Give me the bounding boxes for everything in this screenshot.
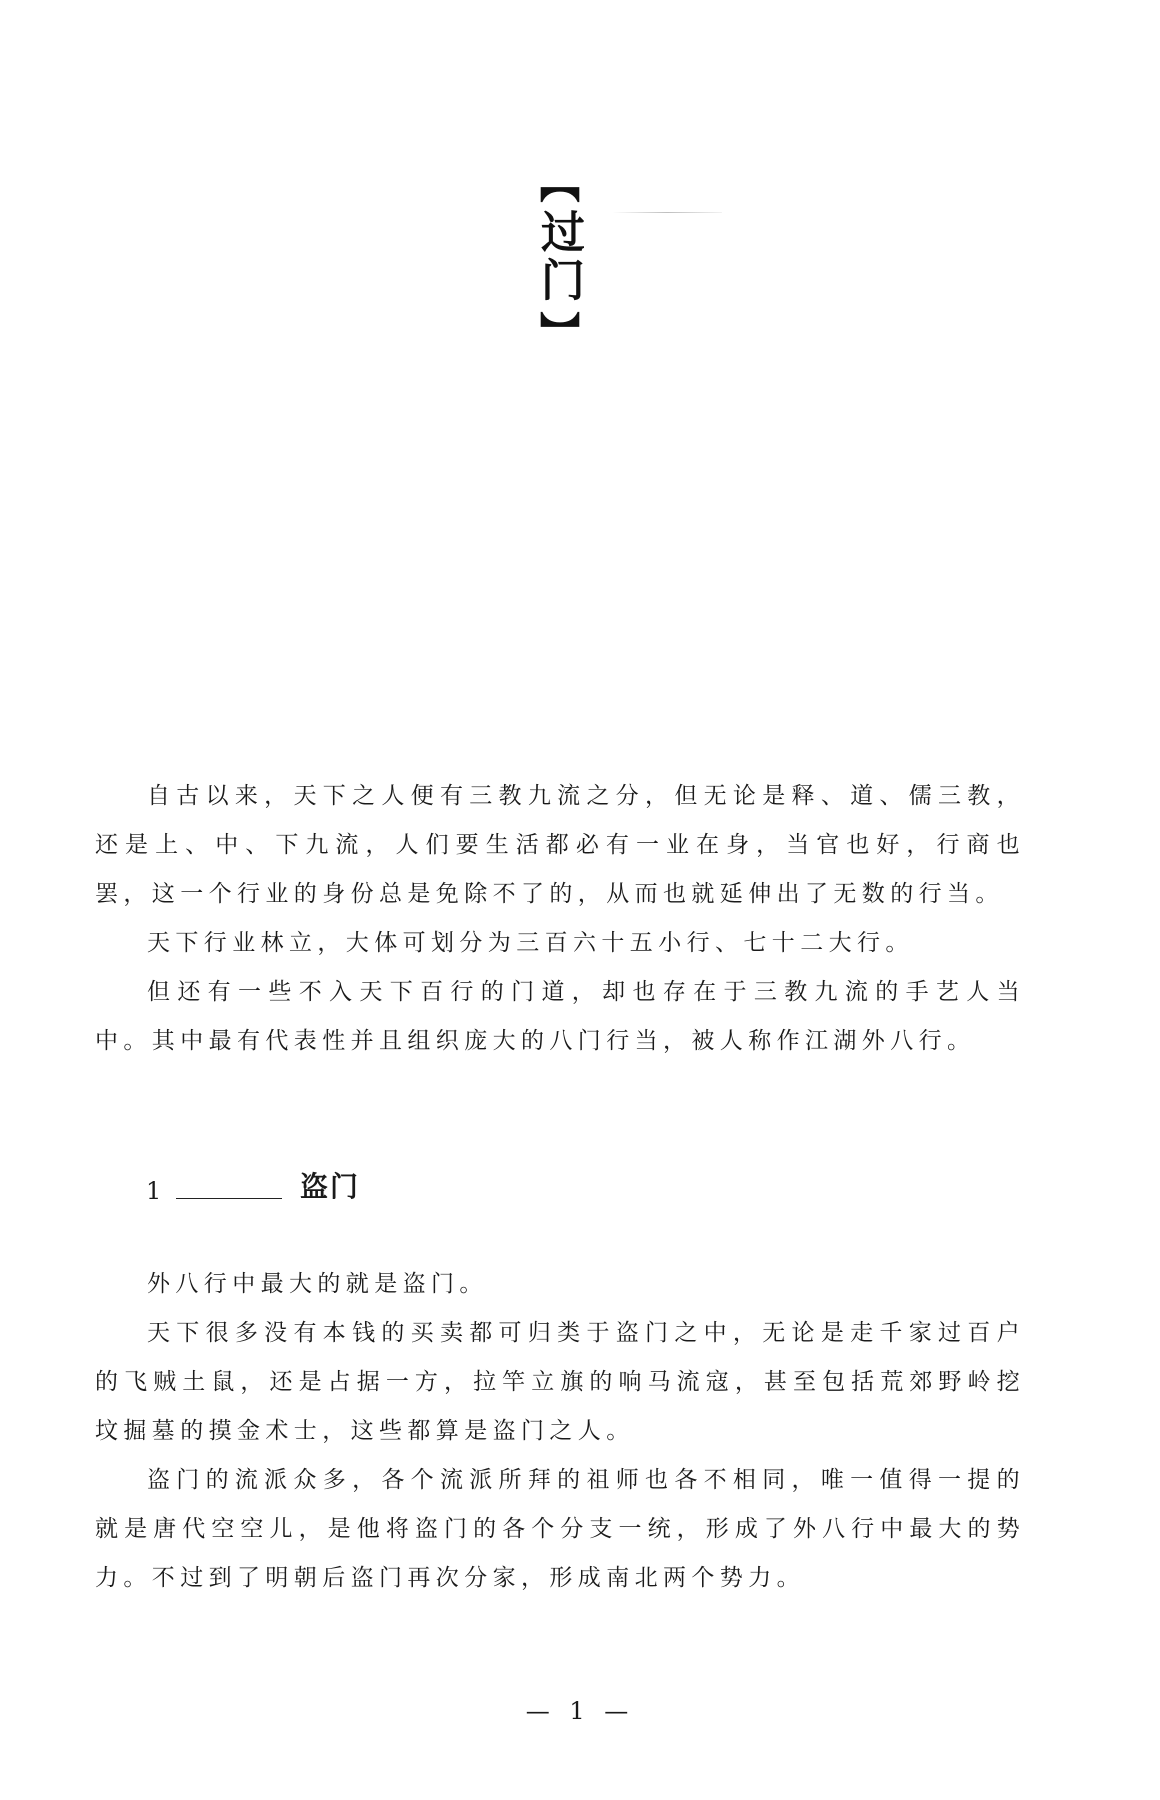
chapter-title-text: 过门 bbox=[533, 209, 584, 305]
chapter-title bbox=[533, 163, 583, 351]
section-paragraph: 盗门的流派众多，各个流派所拜的祖师也各不相同，唯一值得一提的就是唐代空空儿，是他将盗门的各个分支一统，形成了外八行中最大的势力。不过到了明朝后盗门再次分家，形成南北两个势力。 bbox=[95, 1467, 1025, 1591]
section-paragraph: 外八行中最大的就是盗门。 bbox=[147, 1271, 488, 1297]
chapter-bracket-open: 【 bbox=[535, 163, 581, 203]
intro-paragraph: 自古以来，天下之人便有三教九流之分，但无论是释、道、儒三教，还是上、中、下九流，人们要生活都必有一业在身，当官也好，行商也罢，这一个行业的身份总是免除不了的，从而也就延伸出了无数的行当。 bbox=[95, 783, 1025, 907]
section-number: 1 bbox=[146, 1177, 162, 1205]
section-title: 盗门 bbox=[300, 1170, 361, 1203]
intro-paragraph: 天下行业林立，大体可划分为三百六十五小行、七十二大行。 bbox=[147, 930, 914, 956]
chapter-bracket-close: 】 bbox=[535, 311, 581, 351]
page-number: — 1 — bbox=[525, 1697, 635, 1725]
section-heading bbox=[146, 1165, 360, 1205]
scan-artifact-line bbox=[612, 212, 722, 213]
section-text bbox=[95, 1260, 1025, 1603]
intro-paragraph: 但还有一些不入天下百行的门道，却也存在于三教九流的手艺人当中。其中最有代表性并且组织庞大的八门行当，被人称作江湖外八行。 bbox=[95, 979, 1025, 1054]
section-rule bbox=[176, 1198, 282, 1199]
section-paragraph: 天下很多没有本钱的买卖都可归类于盗门之中，无论是走千家过百户的飞贼土鼠，还是占据一方，拉竿立旗的响马流寇，甚至包括荒郊野岭挖坟掘墓的摸金术士，这些都算是盗门之人。 bbox=[95, 1320, 1025, 1444]
intro-text bbox=[95, 772, 1025, 1066]
